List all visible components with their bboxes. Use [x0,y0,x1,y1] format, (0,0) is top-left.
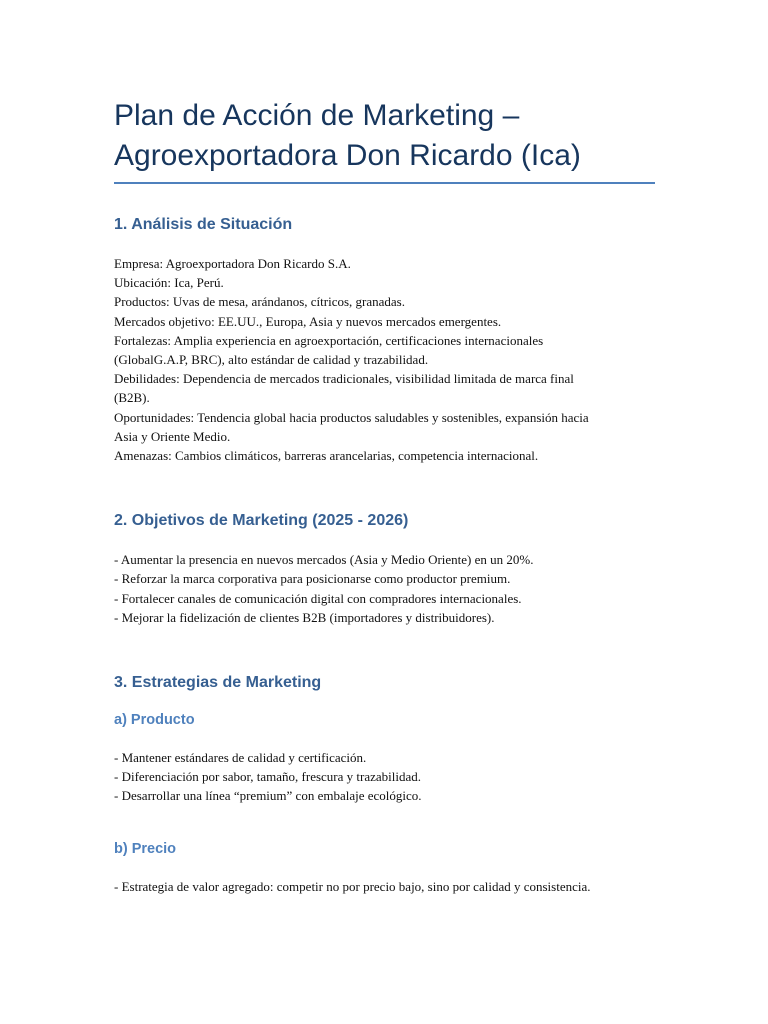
list-item: - Aumentar la presencia en nuevos mercados (Asia y Medio Oriente) en un 20%. [114,552,534,568]
list-item: - Fortalecer canales de comunicación digital con compradores internacionales. [114,590,522,606]
text-line: Mercados objetivo: EE.UU., Europa, Asia y nuevos mercados emergentes. [114,313,502,329]
text-line: Empresa: Agroexportadora Don Ricardo S.A. [114,256,351,271]
list-item: - Estrategia de valor agregado: competir no por precio bajo, sino por calidad y consistencia. [114,878,591,894]
section-heading-marketing-strategies: 3. Estrategias de Marketing [114,674,322,692]
text-line: (B2B). [114,390,150,406]
document-title-line-1: Plan de Acción de Marketing – [114,99,520,132]
text-line: Ubicación: Ica, Perú. [114,275,224,291]
list-item: - Diferenciación por sabor, tamaño, frescura y trazabilidad. [114,769,422,785]
document-title [114,96,655,184]
subsection-body-product [114,748,654,806]
list-item: - Mantener estándares de calidad y certificación. [114,750,367,766]
subsection-body-price [114,877,654,896]
text-line: (GlobalG.A.P, BRC), alto estándar de calidad y trazabilidad. [114,352,429,368]
subsection-heading-price: b) Precio [114,840,177,857]
text-line: Productos: Uvas de mesa, arándanos, cítricos, granadas. [114,294,405,310]
text-line: Asia y Oriente Medio. [114,428,231,444]
list-item: - Mejorar la fidelización de clientes B2B (importadores y distribuidores). [114,609,495,625]
text-line: Amenazas: Cambios climáticos, barreras arancelarias, competencia internacional. [114,448,539,464]
document-title-line-2: Agroexportadora Don Ricardo (Ica) [114,139,581,172]
text-line: Fortalezas: Amplia experiencia en agroexportación, certificaciones internacionales [114,332,544,348]
list-item: - Reforzar la marca corporativa para posicionarse como productor premium. [114,571,511,587]
section-body-marketing-objectives [114,550,654,627]
list-item: - Desarrollar una línea “premium” con embalaje ecológico. [114,788,422,804]
section-heading-situation-analysis: 1. Análisis de Situación [114,216,293,233]
section-heading-marketing-objectives: 2. Objetivos de Marketing (2025 - 2026) [114,512,409,530]
section-body-situation-analysis [114,254,654,465]
subsection-heading-product: a) Producto [114,712,195,729]
text-line: Oportunidades: Tendencia global hacia productos saludables y sostenibles, expansión hacia [114,409,589,425]
text-line: Debilidades: Dependencia de mercados tradicionales, visibilidad limitada de marca final [114,371,574,387]
